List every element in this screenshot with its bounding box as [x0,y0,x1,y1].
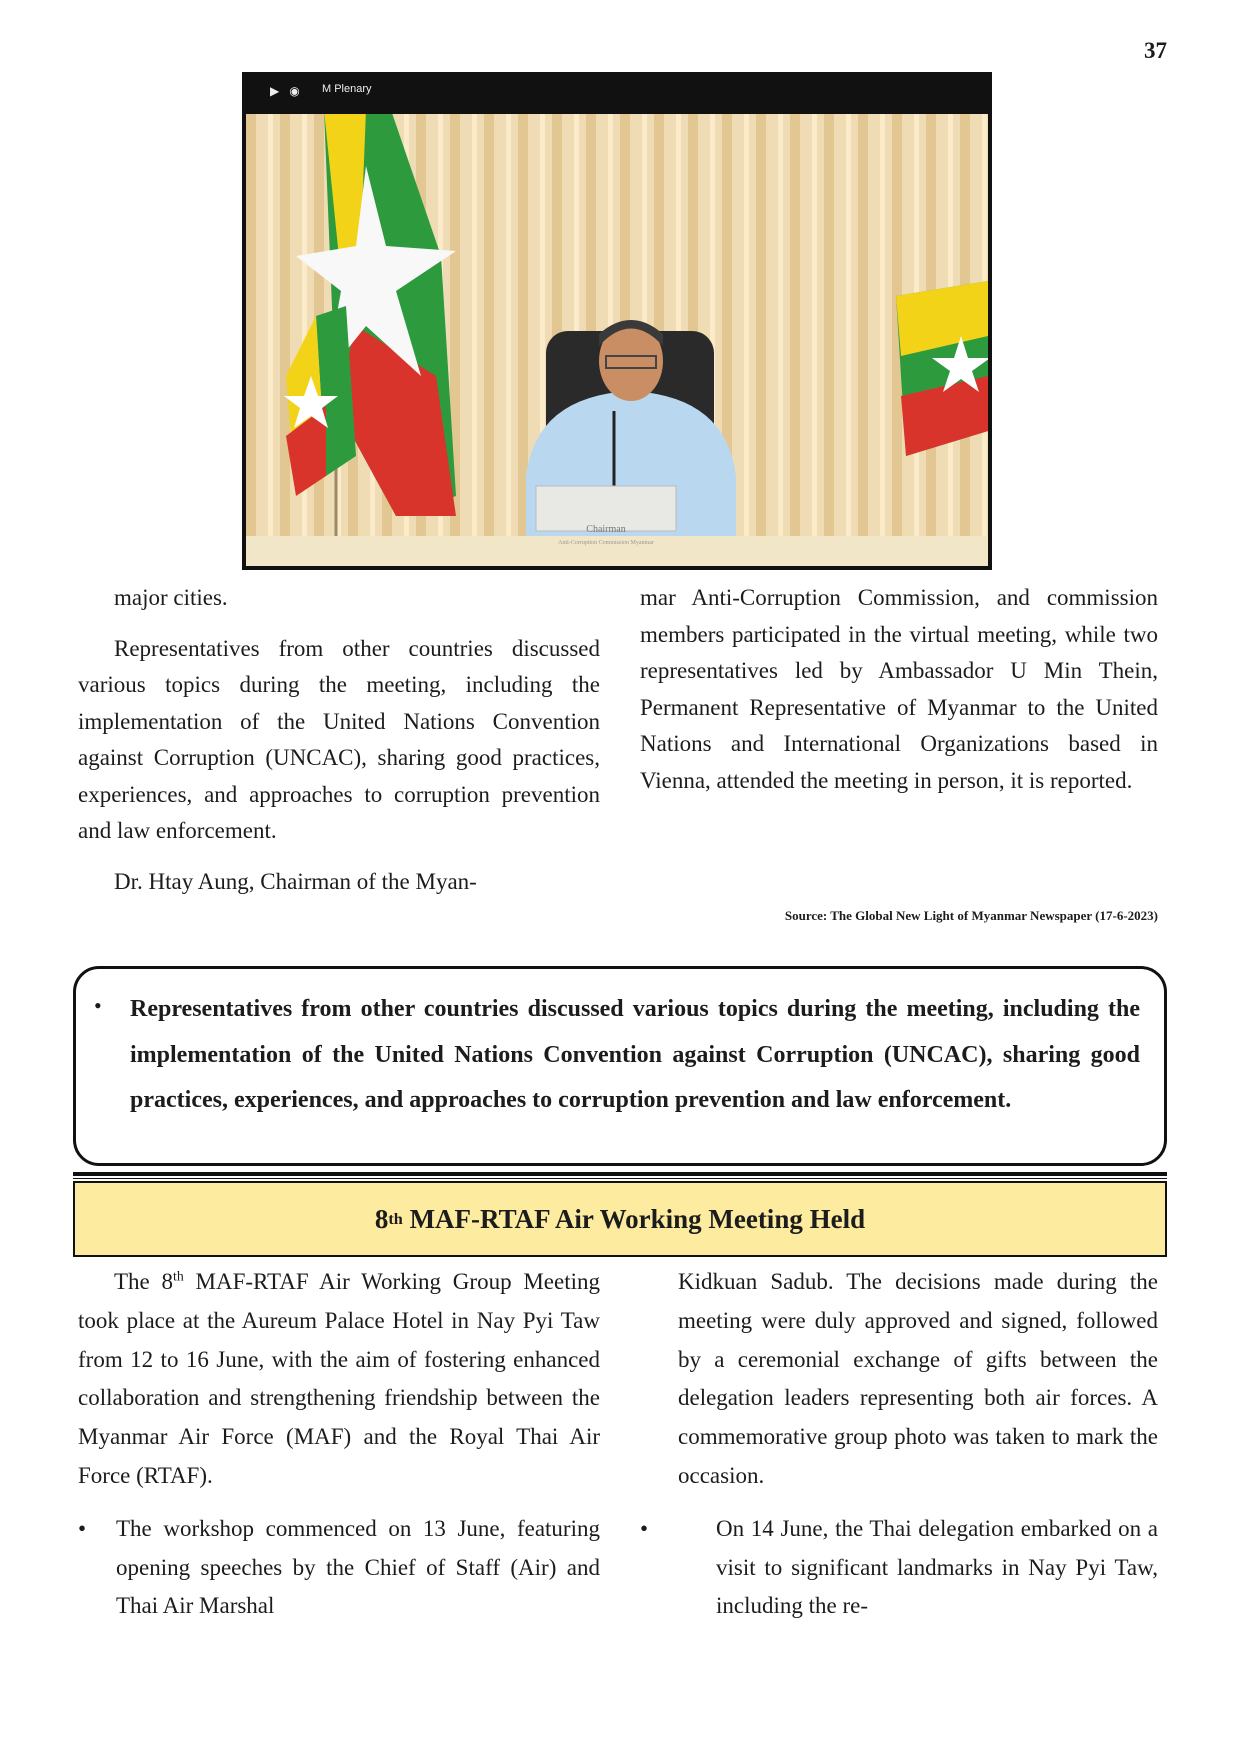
highlight-text: Representatives from other countries discussed various topics during the meeting, including the implementation of the United Nations Convention against Corruption (UNCAC), sharing good practices, experiences, and approaches to corruption prevention and law enforcement. [130,996,1140,1113]
bullet-icon: • [78,1515,87,1541]
article2-right-column [640,1263,1158,1626]
paragraph: Kidkuan Sadub. The decisions made during the meeting were duly approved and signed, followed by a ceremonial exchange of gifts between the delegation leaders representing both air forces. A commemorative group photo was taken to mark the occasion. [678,1269,1158,1488]
highlight-box [73,966,1167,1166]
bullet-text: On 14 June, the Thai delegation embarked on a visit to significant landmarks in Nay Pyi Taw, including the re- [716,1515,1158,1619]
video-overlay-title: M Plenary [322,83,372,95]
bullet-text: The workshop commenced on 13 June, featuring opening speeches by the Chief of Staff (Air) and Thai Air Marshal [116,1515,600,1619]
intro-prefix: The 8 [114,1269,174,1294]
paragraph: mar Anti-Corruption Commission, and commission members participated in the virtual meeting, while two representatives led by Ambassador U Min Thein, Permanent Representative of Myanmar to the United Nations and International Organizations based in Vienna, attended the meeting in person, it is reported. [640,585,1158,793]
meeting-photo [242,72,992,570]
paragraph: Representatives from other countries discussed various topics during the meeting, including the implementation of the United Nations Convention against Corruption (UNCAC), sharing good practices, experiences, and approaches to corruption prevention and law enforcement. [78,635,600,843]
nameplate-title: Chairman [586,524,626,535]
article1-left-column [78,580,600,914]
source-citation: Source: The Global New Light of Myanmar Newspaper (17-6-2023) [784,908,1158,923]
section-title-prefix: 8 [374,1203,389,1234]
video-overlay-bar [246,76,988,114]
paragraph: Dr. Htay Aung, Chairman of the Myan- [114,868,477,894]
article2-left-column [78,1263,600,1626]
bullet-icon: • [640,1515,649,1541]
list-item [640,1510,1158,1626]
meeting-photo-illustration [246,76,988,566]
section-rule [73,1172,1167,1176]
myanmar-flag-small-right [896,281,988,456]
bullet-icon: • [94,993,102,1018]
paragraph [78,1263,600,1496]
section-title: 8 th MAF-RTAF Air Working Meeting Held [73,1181,1167,1257]
section-rule-thin [73,1178,1167,1179]
section-title-rest: MAF-RTAF Air Working Meeting Held [402,1203,866,1234]
video-controls-icon: ▶◉ [270,84,310,98]
intro-sup: th [173,1268,184,1284]
article1-right-column [640,580,1158,813]
intro-rest: MAF-RTAF Air Working Group Meeting took place at the Aureum Palace Hotel in Nay Pyi Taw from 12 to 16 June, with the aim of fostering enhanced collaboration and strengthening friendship between the Myanmar Air Force (MAF) and the Royal Thai Air Force (RTAF). [78,1269,600,1488]
page-number: 37 [1144,38,1167,63]
nameplate-subtitle: Anti-Corruption Commission Myanmar [558,540,654,546]
list-item [78,1510,600,1626]
paragraph: major cities. [114,585,228,610]
